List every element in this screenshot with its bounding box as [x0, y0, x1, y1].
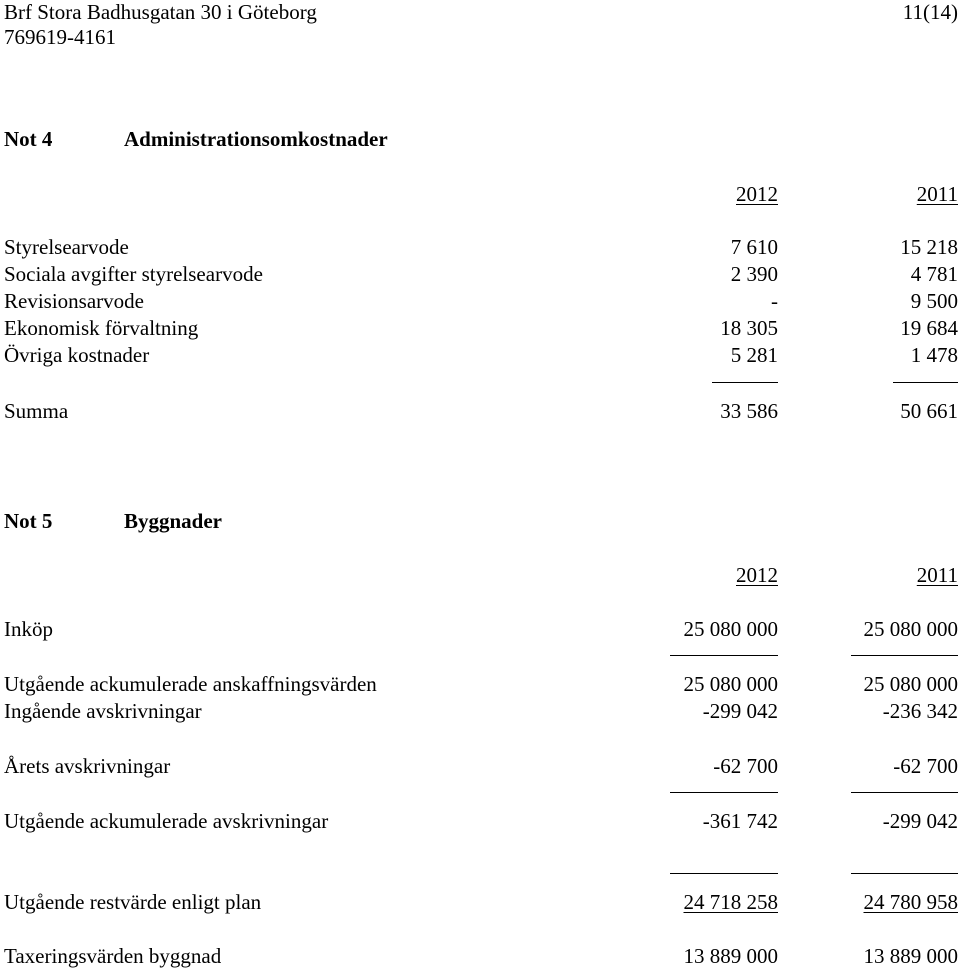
note4-row-label: Ekonomisk förvaltning: [4, 316, 199, 340]
note4-row-value-2011: 4 781: [910, 262, 958, 286]
note5-row-label: Inköp: [4, 617, 53, 641]
note4-row-value-2011: 19 684: [900, 316, 958, 340]
note5-row-value-2011: 25 080 000: [863, 672, 958, 696]
note5-rule-2011: [851, 655, 958, 656]
note4-row-value-2012: 2 390: [730, 262, 778, 286]
note5-rule-2011: [851, 873, 958, 874]
note5-row-value-2012: -299 042: [702, 699, 778, 723]
note5-row-label: Utgående ackumulerade anskaffningsvärden: [4, 672, 377, 696]
note5-rule-2011: [851, 792, 958, 793]
note4-row-label: Sociala avgifter styrelsearvode: [4, 262, 263, 286]
note4-total-label: Summa: [4, 399, 69, 423]
note5-rule-2012: [670, 873, 778, 874]
note5-row-value-2012: 13 889 000: [683, 944, 778, 968]
note4-total-value-2012: 33 586: [720, 399, 778, 423]
note5-row-label: Ingående avskrivningar: [4, 699, 202, 723]
note5-row-value-2012: 25 080 000: [683, 672, 778, 696]
note4-title: Administrationsomkostnader: [124, 127, 388, 151]
note4-year-2011: 2011: [916, 182, 958, 206]
note5-year-2011: 2011: [916, 563, 958, 587]
note4-row-value-2011: 15 218: [900, 235, 958, 259]
note4-row-value-2011: 9 500: [910, 289, 958, 313]
note4-row-value-2012: 18 305: [720, 316, 778, 340]
note5-row-value-2011: -62 700: [893, 754, 958, 778]
note5-row-value-2012: -361 742: [702, 809, 778, 833]
note5-title: Byggnader: [124, 509, 223, 533]
note5-row-value-2012: -62 700: [713, 754, 778, 778]
note4-row-value-2012: -: [771, 289, 778, 313]
note5-row-value-2011: 13 889 000: [863, 944, 958, 968]
note4-number: Not 4: [4, 127, 53, 151]
note4-row-label: Styrelsearvode: [4, 235, 129, 259]
note5-row-label: Årets avskrivningar: [4, 754, 171, 778]
note4-row-value-2012: 7 610: [730, 235, 778, 259]
note4-sum-rule-2011: [893, 382, 958, 383]
note5-row-value-2012: 25 080 000: [683, 617, 778, 641]
note5-row-label: Utgående ackumulerade avskrivningar: [4, 809, 329, 833]
note4-total-value-2011: 50 661: [900, 399, 958, 423]
page-number: 11(14): [902, 0, 958, 24]
note5-row-value-2011: -236 342: [882, 699, 958, 723]
note5-year-2012: 2012: [736, 563, 778, 587]
note4-row-value-2012: 5 281: [730, 343, 778, 367]
note5-row-label: Utgående restvärde enligt plan: [4, 890, 262, 914]
note5-row-value-2011: -299 042: [882, 809, 958, 833]
note4-row-value-2011: 1 478: [910, 343, 958, 367]
note4-sum-rule-2012: [712, 382, 778, 383]
note5-number: Not 5: [4, 509, 53, 533]
note5-row-value-2011: 25 080 000: [863, 617, 958, 641]
note5-rule-2012: [670, 655, 778, 656]
note5-row-value-2012: 24 718 258: [683, 890, 778, 914]
note5-row-label: Taxeringsvärden byggnad: [4, 944, 222, 968]
org-number: 769619-4161: [4, 25, 116, 49]
note4-row-label: Övriga kostnader: [4, 343, 150, 367]
note5-row-value-2011: 24 780 958: [863, 890, 958, 914]
note4-row-label: Revisionsarvode: [4, 289, 144, 313]
note4-year-2012: 2012: [736, 182, 778, 206]
company-name: Brf Stora Badhusgatan 30 i Göteborg: [4, 0, 317, 24]
note5-rule-2012: [670, 792, 778, 793]
